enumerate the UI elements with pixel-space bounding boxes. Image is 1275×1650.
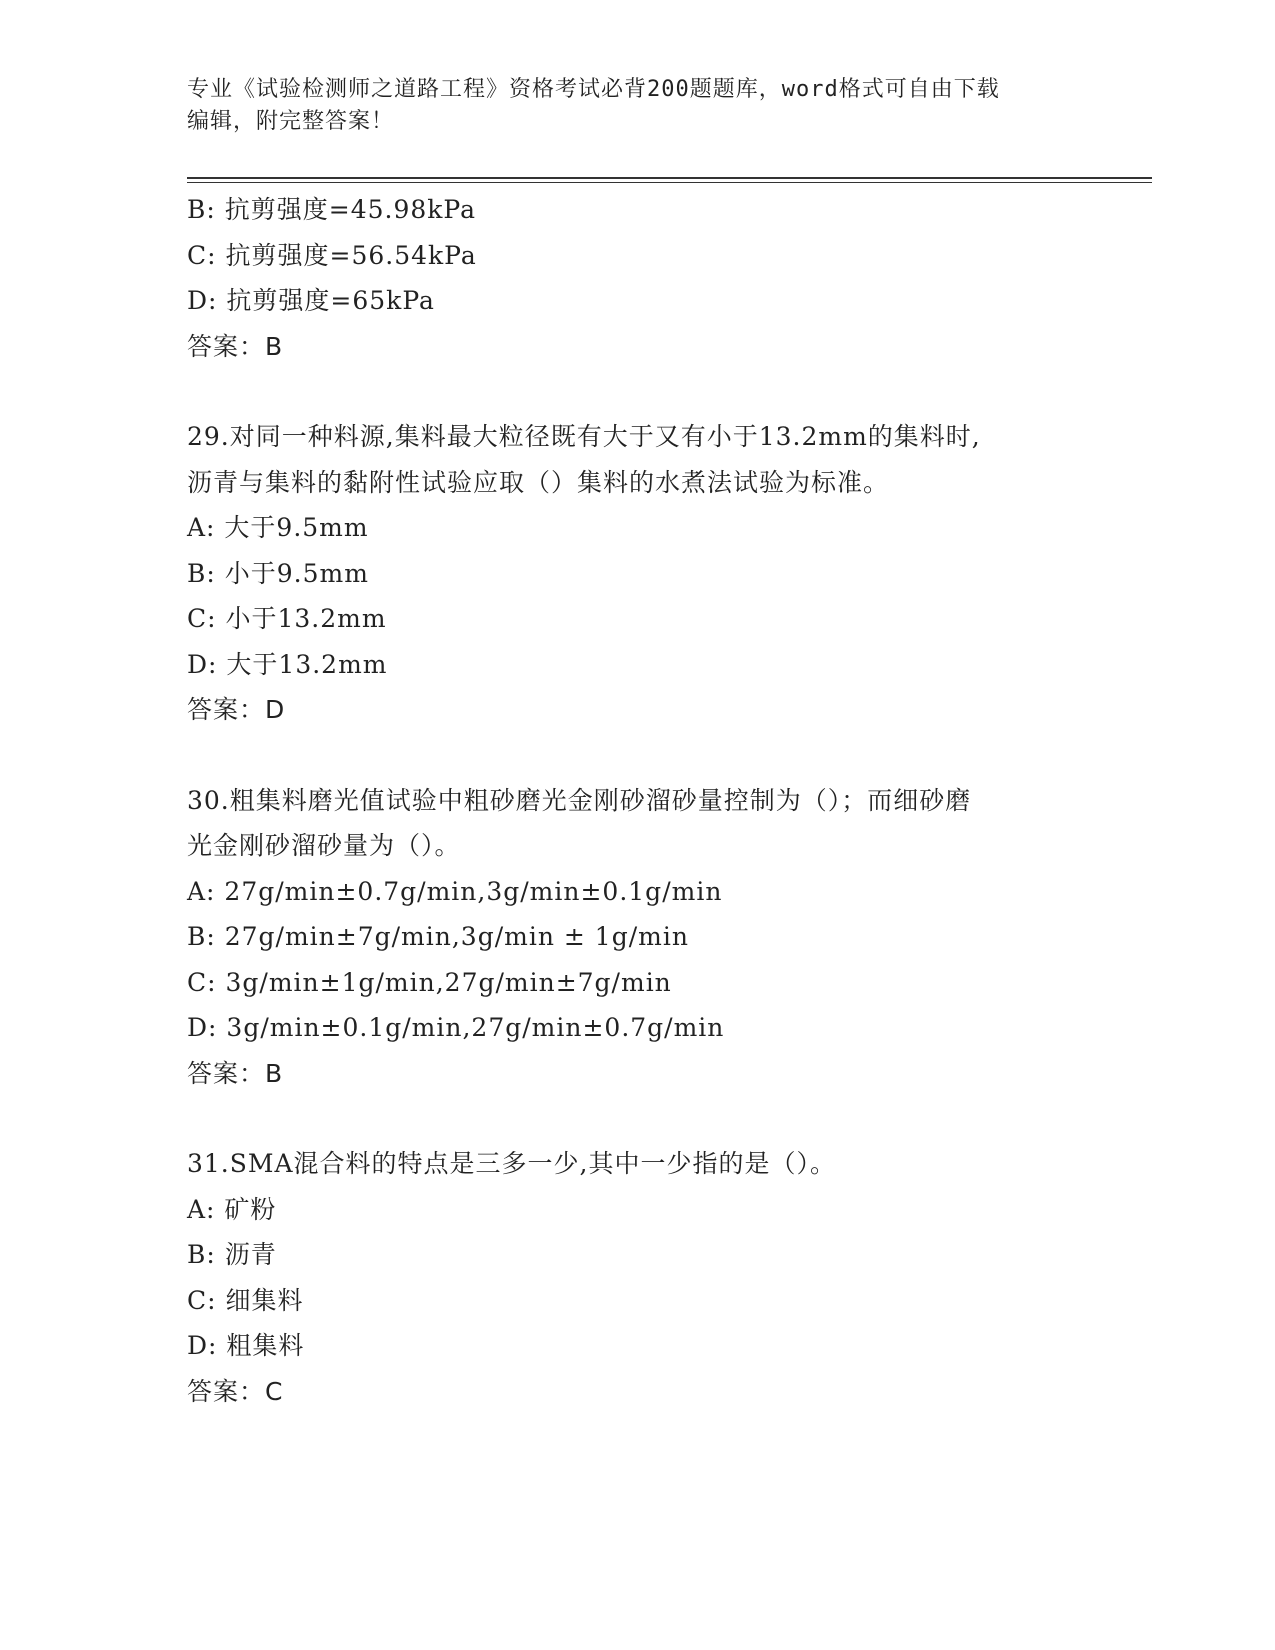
option-a: A: 27g/min±0.7g/min,3g/min±0.1g/min [187, 876, 723, 906]
question-stem: 29.对同一种料源,集料最大粒径既有大于又有小于13.2mm的集料时, [187, 422, 981, 451]
option-a: A: 矿粉 [187, 1194, 277, 1224]
option-d: D: 大于13.2mm [187, 649, 388, 679]
answer-line: 答案：B [187, 1058, 284, 1088]
question-content [187, 187, 1147, 1414]
spacer [187, 733, 1147, 778]
option-d: D: 3g/min±0.1g/min,27g/min±0.7g/min [187, 1013, 725, 1042]
question-stem: 30.粗集料磨光值试验中粗砂磨光金刚砂溜砂量控制为（）；而细砂磨 [187, 785, 972, 815]
question-29 [187, 414, 1147, 733]
page-header [187, 74, 1067, 138]
option-a: A: 大于9.5mm [187, 513, 369, 542]
option-c: C: 抗剪强度=56.54kPa [187, 240, 477, 270]
question-stem: 光金刚砂溜砂量为（）。 [187, 831, 461, 860]
option-c: C: 小于13.2mm [187, 604, 387, 633]
question-31 [187, 1141, 1147, 1414]
option-d: D: 抗剪强度=65kPa [187, 286, 435, 315]
header-line-1: 专业《试验检测师之道路工程》资格考试必背200题题库，word格式可自由下载 [187, 77, 1000, 102]
option-b: B: 沥青 [187, 1240, 277, 1269]
option-b: B: 小于9.5mm [187, 558, 369, 588]
answer-line: 答案：B [187, 331, 284, 361]
option-b: B: 抗剪强度=45.98kPa [187, 195, 477, 224]
header-line-2: 编辑，附完整答案！ [187, 109, 395, 134]
option-c: C: 3g/min±1g/min,27g/min±7g/min [187, 967, 672, 997]
question-stem: 沥青与集料的黏附性试验应取（）集料的水煮法试验为标准。 [187, 467, 890, 497]
answer-line: 答案：D [187, 695, 286, 724]
question-30 [187, 778, 1147, 1097]
spacer [187, 1096, 1147, 1141]
question-stem: 31.SMA混合料的特点是三多一少,其中一少指的是（）。 [187, 1149, 836, 1178]
spacer [187, 369, 1147, 414]
option-c: C: 细集料 [187, 1285, 304, 1315]
option-d: D: 粗集料 [187, 1331, 305, 1360]
previous-question-tail [187, 187, 1147, 369]
answer-line: 答案：C [187, 1376, 284, 1406]
header-divider [187, 177, 1152, 183]
option-b: B: 27g/min±7g/min,3g/min ± 1g/min [187, 922, 689, 951]
